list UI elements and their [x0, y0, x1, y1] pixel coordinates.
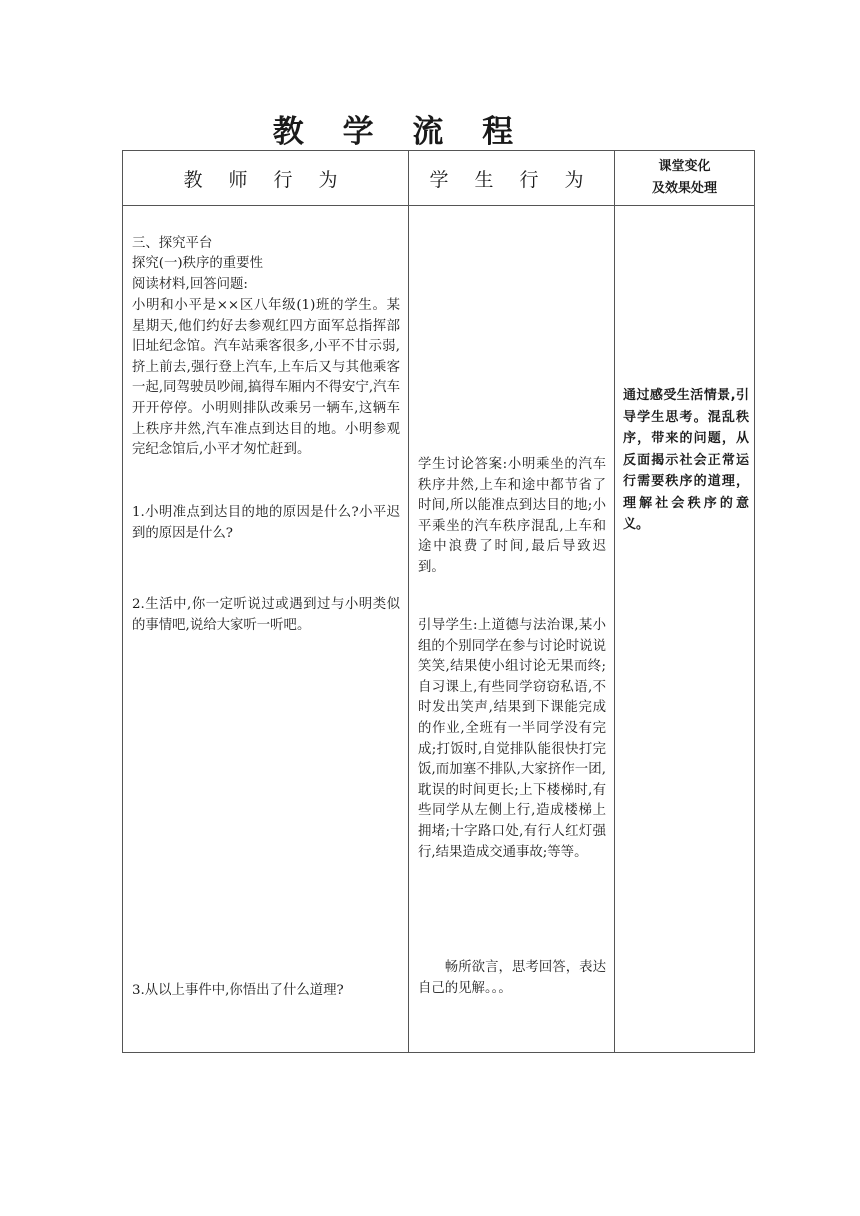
reading-instruction: 阅读材料,回答问题: [132, 277, 248, 292]
header-effect-line1: 课堂变化 [658, 159, 711, 174]
effect-cell [615, 206, 755, 1053]
header-student-behavior: 学 生 行 为 [409, 151, 615, 206]
question-1: 1.小明准点到达目的地的原因是什么?小平迟到的原因是什么? [132, 505, 400, 541]
table-header-row [123, 151, 755, 206]
question-3: 3.从以上事件中,你悟出了什么道理? [132, 983, 344, 998]
subsection-heading: 探究(一)秩序的重要性 [132, 256, 263, 271]
teacher-cell [123, 206, 409, 1053]
header-effect-line2: 及效果处理 [651, 181, 717, 196]
effect-description: 通过感受生活情景,引导学生思考。混乱秩序，带来的问题，从反面揭示社会正常运行需要秩序的道理，理解社会秩序的意义。 [623, 388, 749, 532]
student-answer-3: 畅所欲言，思考回答，表达自己的见解。。。 [418, 960, 606, 996]
teacher-guidance: 引导学生:上道德与法治课,某小组的个别同学在参与讨论时说说笑笑,结果使小组讨论无果而终;自习课上,有些同学窃窃私语,不时发出笑声,结果到下课能完成的作业,全班有一半同学没有完成;打饭时,自觉排队能很快打完饭,而加塞不排队,大家挤作一团,耽误的时间更长;上下楼梯时,有些同学从左侧上行,造成楼梯上拥堵;十字路口处,有行人红灯强行,结果造成交通事故;等等。 [418, 618, 606, 860]
student-cell [409, 206, 615, 1053]
student-answer-1: 学生讨论答案:小明乘坐的汽车秩序井然,上车和途中都节省了时间,所以能准点到达目的地;小平乘坐的汽车秩序混乱,上车和途中浪费了时间,最后导致迟到。 [418, 457, 606, 575]
story-paragraph: 小明和小平是××区八年级(1)班的学生。某星期天,他们约好去参观红四方面军总指挥部旧址纪念馆。汽车站乘客很多,小平不甘示弱,挤上前去,强行登上汽车,上车后又与其他乘客一起,同驾驶员吵闹,搞得车厢内不得安宁,汽车开开停停。小明则排队改乘另一辆车,这辆车上秩序井然,汽车准点到达目的地。小明参观完纪念馆后,小平才匆忙赶到。 [132, 298, 400, 458]
teaching-flow-table [122, 150, 755, 1053]
section-heading: 三、探究平台 [132, 236, 213, 251]
table-body-row [123, 206, 755, 1053]
header-teacher-behavior: 教 师 行 为 [123, 151, 409, 206]
question-2: 2.生活中,你一定听说过或遇到过与小明类似的事情吧,说给大家听一听吧。 [132, 597, 400, 633]
page-title: 教 学 流 程 [272, 114, 528, 150]
header-classroom-effect [615, 151, 755, 206]
